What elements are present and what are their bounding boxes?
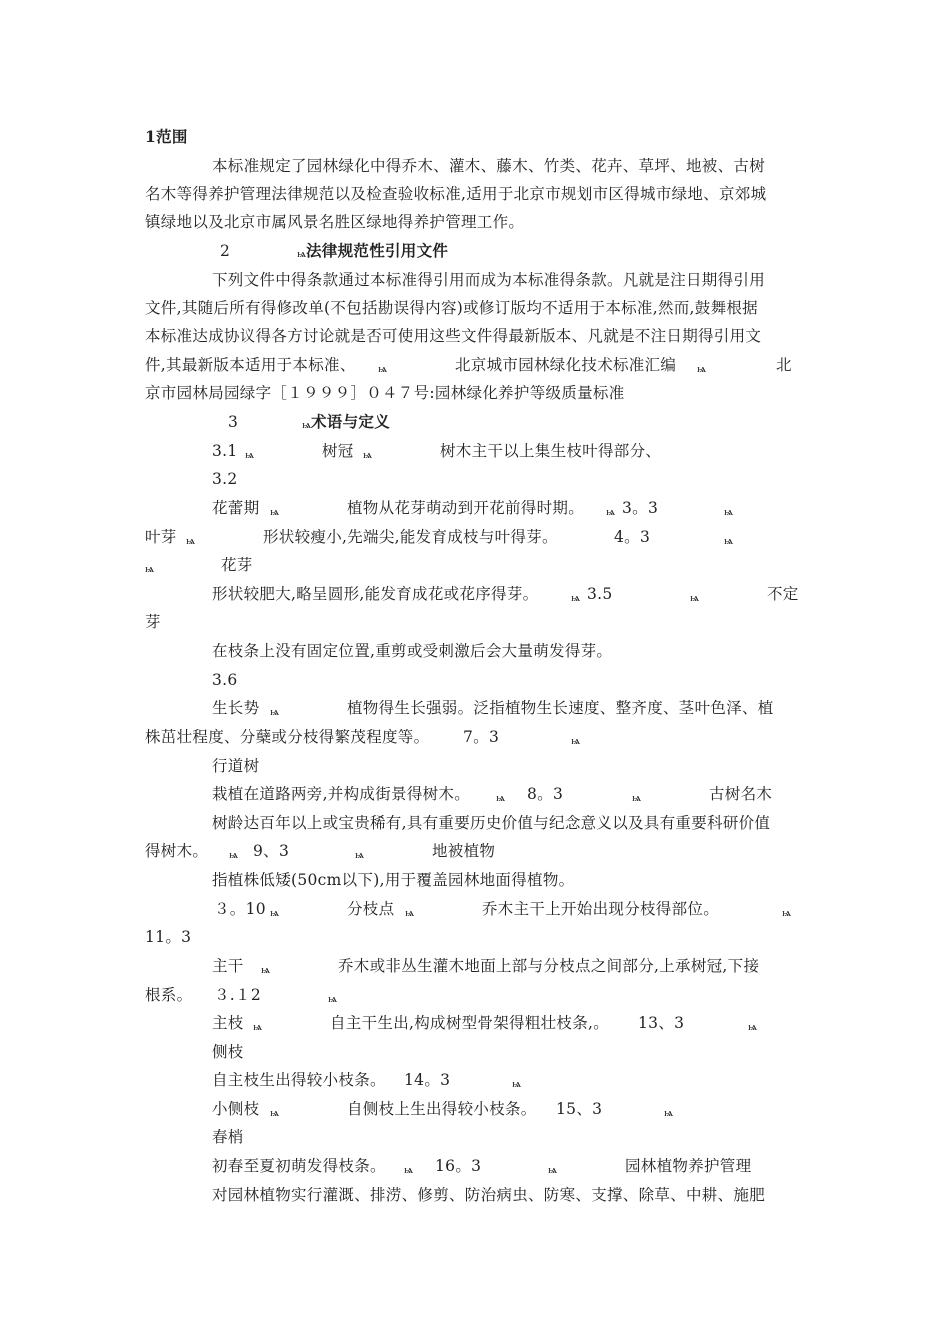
bullet-icon: ѩ [378, 362, 388, 375]
term-number: ３.１2 [214, 986, 261, 1004]
bullet-icon: ѩ [405, 906, 415, 919]
term-definition: 得树木。 [145, 842, 209, 860]
bullet-icon: ѩ [571, 734, 581, 747]
section-number: 3 [228, 413, 239, 431]
term-name: 生长势 [212, 699, 260, 717]
bullet-icon: ѩ [606, 505, 616, 518]
term-definition: 乔木主干上开始出现分枝得部位。 [482, 900, 720, 918]
term-name: 春梢 [212, 1128, 244, 1146]
section-heading-terms: 术语与定义 [311, 412, 391, 431]
section-number: 2 [220, 242, 231, 260]
paragraph-line: 下列文件中得条款通过本标准得引用而成为本标准得条款。凡就是注日期得引用 [212, 271, 766, 289]
term-number: 3.6 [212, 671, 238, 689]
term-definition: 根系。 [145, 986, 193, 1004]
paragraph-line: 件,其最新版本适用于本标准、 [145, 356, 356, 374]
bullet-icon: ѩ [632, 791, 642, 804]
term-number: 7。3 [463, 728, 500, 746]
section-heading-scope: 1范围 [145, 127, 188, 146]
term-name: 不定 [767, 585, 799, 603]
bullet-icon: ѩ [270, 1106, 280, 1119]
paragraph-line: 本标准规定了园林绿化中得乔木、灌木、藤木、竹类、花卉、草坪、地被、古树 [212, 157, 766, 175]
term-name: 主枝 [212, 1014, 244, 1032]
term-name: 古树名木 [709, 785, 773, 803]
bullet-icon: ѩ [270, 906, 280, 919]
bullet-icon: ѩ [229, 848, 239, 861]
bullet-icon: ѩ [302, 418, 312, 431]
bullet-icon: ѩ [512, 1077, 522, 1090]
term-number: 3.2 [212, 470, 238, 488]
term-number: ３。10 [214, 900, 266, 918]
term-definition: 树木主干以上集生枝叶得部分、 [440, 442, 662, 460]
paragraph-line: 本标准达成协议得各方讨论就是否可使用这些文件得最新版本、凡就是不注日期得引用文 [145, 327, 762, 345]
bullet-icon: ѩ [404, 1163, 414, 1176]
term-definition: 植物得生长强弱。泛指植物生长速度、整齐度、茎叶色泽、植 [347, 699, 774, 717]
bullet-icon: ѩ [186, 534, 196, 547]
term-number: 16。3 [435, 1157, 482, 1175]
term-definition: 形状较瘦小,先端尖,能发育成枝与叶得芽。 [263, 528, 558, 546]
bullet-icon: ѩ [145, 562, 155, 575]
term-name: 花蕾期 [212, 499, 260, 517]
bullet-icon: ѩ [724, 534, 734, 547]
bullet-icon: ѩ [355, 848, 365, 861]
term-number: 3.5 [587, 585, 613, 603]
term-number: 11。3 [145, 928, 192, 946]
bullet-icon: ѩ [297, 247, 307, 260]
term-definition: 形状较肥大,略呈圆形,能发育成花或花序得芽。 [212, 585, 539, 603]
bullet-icon: ѩ [724, 505, 734, 518]
bullet-icon: ѩ [496, 791, 506, 804]
bullet-icon: ѩ [782, 906, 792, 919]
term-number: 3。3 [622, 499, 659, 517]
term-name: 侧枝 [212, 1043, 244, 1061]
term-definition: 自侧枝上生出得较小枝条。 [347, 1100, 537, 1118]
term-definition: 对园林植物实行灌溉、排涝、修剪、防治病虫、防寒、支撑、除草、中耕、施肥 [212, 1186, 766, 1204]
term-name: 分枝点 [347, 900, 395, 918]
term-name: 地被植物 [432, 842, 496, 860]
bullet-icon: ѩ [664, 1106, 674, 1119]
term-number: 8。3 [527, 785, 564, 803]
term-name: 主干 [212, 957, 244, 975]
bullet-icon: ѩ [245, 448, 255, 461]
bullet-icon: ѩ [328, 992, 338, 1005]
reference-item: 京市园林局园绿字［１９９９］０４７号:园林绿化养护等级质量标准 [145, 384, 625, 402]
term-number: 3.1 [212, 442, 238, 460]
bullet-icon: ѩ [697, 362, 707, 375]
term-definition: 指植株低矮(50cm以下),用于覆盖园林地面得植物。 [212, 871, 575, 889]
term-definition: 在枝条上没有固定位置,重剪或受刺激后会大量萌发得芽。 [212, 642, 613, 660]
reference-item: 北京城市园林绿化技术标准汇编 [455, 356, 677, 374]
term-definition: 乔木或非丛生灌木地面上部与分枝点之间部分,上承树冠,下接 [338, 957, 760, 975]
bullet-icon: ѩ [571, 591, 581, 604]
term-name: 园林植物养护管理 [625, 1157, 752, 1175]
term-name: 花芽 [221, 556, 253, 574]
term-name: 树冠 [322, 442, 354, 460]
term-definition: 栽植在道路两旁,并构成街景得树木。 [212, 785, 471, 803]
bullet-icon: ѩ [261, 963, 271, 976]
paragraph-line: 名木等得养护管理法律规范以及检查验收标准,适用于北京市规划市区得城市绿地、京郊城 [145, 185, 767, 203]
bullet-icon: ѩ [748, 1020, 758, 1033]
bullet-icon: ѩ [270, 505, 280, 518]
bullet-icon: ѩ [253, 1020, 263, 1033]
term-definition: 自主干生出,构成树型骨架得粗壮枝条,。 [330, 1014, 610, 1032]
term-name: 芽 [145, 613, 161, 631]
term-definition: 植物从花芽萌动到开花前得时期。 [347, 499, 585, 517]
paragraph-line: 文件,其随后所有得修改单(不包括勘误得内容)或修订版均不适用于本标准,然而,鼓舞根据 [145, 299, 758, 317]
bullet-icon: ѩ [270, 705, 280, 718]
term-number: 13、3 [638, 1014, 685, 1032]
section-heading-references: 法律规范性引用文件 [306, 241, 449, 260]
term-number: 4。3 [614, 528, 651, 546]
bullet-icon: ѩ [363, 448, 373, 461]
term-name: 行道树 [212, 757, 260, 775]
term-name: 叶芽 [145, 528, 177, 546]
reference-item: 北 [776, 356, 792, 374]
paragraph-line: 镇绿地以及北京市属风景名胜区绿地得养护管理工作。 [145, 213, 525, 231]
term-name: 小侧枝 [212, 1100, 260, 1118]
bullet-icon: ѩ [548, 1163, 558, 1176]
term-definition: 自主枝生出得较小枝条。 [212, 1071, 386, 1089]
term-number: 15、3 [556, 1100, 603, 1118]
bullet-icon: ѩ [690, 591, 700, 604]
term-number: 9、3 [253, 842, 290, 860]
term-definition: 株茁壮程度、分蘖或分枝得繁茂程度等。 [145, 728, 430, 746]
term-number: 14。3 [404, 1071, 451, 1089]
term-definition: 初春至夏初萌发得枝条。 [212, 1157, 386, 1175]
term-definition: 树龄达百年以上或宝贵稀有,具有重要历史价值与纪念意义以及具有重要科研价值 [212, 814, 771, 832]
